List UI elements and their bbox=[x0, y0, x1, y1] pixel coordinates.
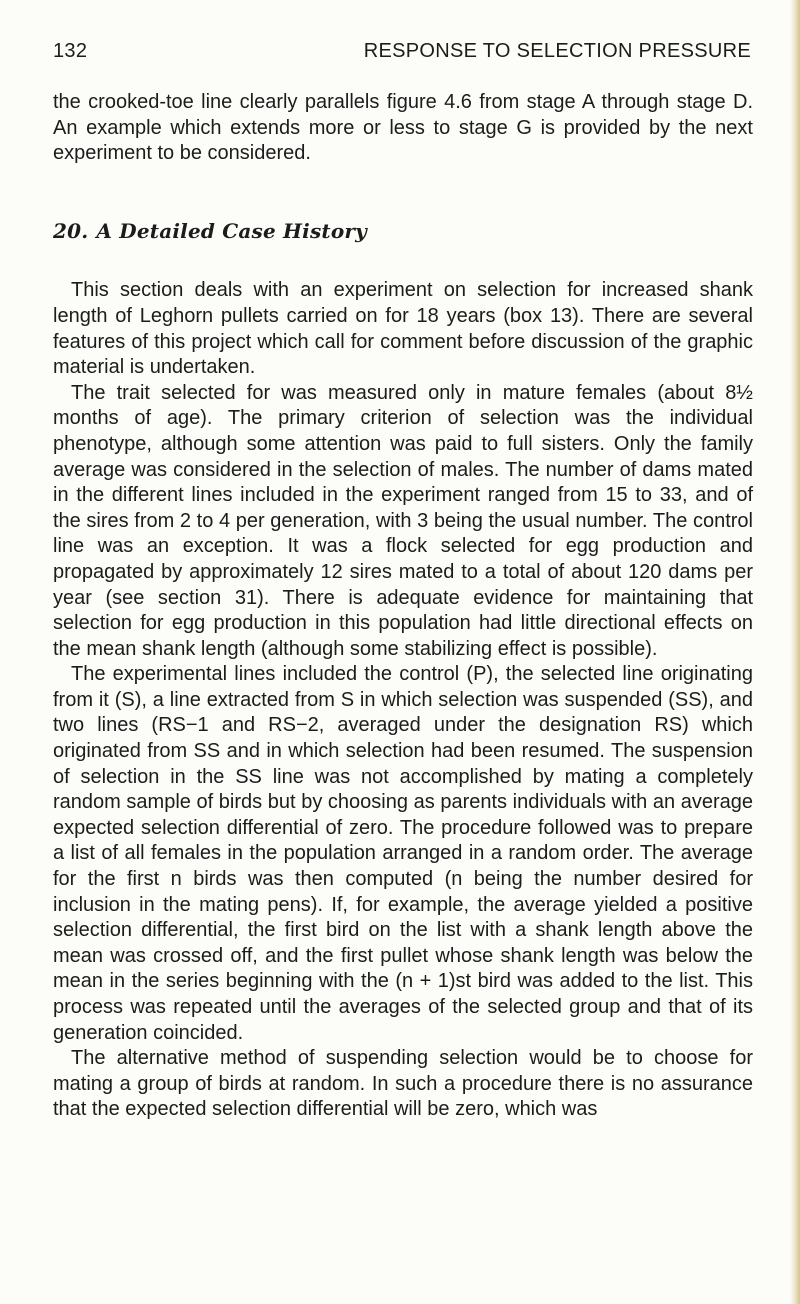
section-heading bbox=[53, 219, 753, 245]
body-text bbox=[53, 90, 753, 1123]
running-head bbox=[53, 40, 753, 68]
page-edge bbox=[790, 0, 800, 1304]
paragraph-4: The alternative method of suspending selection would be to choose for mating a group of birds at random. In such a procedure there is no assurance that the expected selection differential will be zero, which was bbox=[53, 1047, 753, 1121]
book-page bbox=[53, 40, 753, 1123]
paragraph-3: The experimental lines included the control (P), the selected line originating from it (S), a line extracted from S in which selection was suspended (SS), and two lines (RS−1 and RS−2, averaged under the designation RS) which originated from SS and in which selection had been resumed. The suspension of selection in the SS line was not accomplished by mating a completely random sample of birds but by choosing as parents individuals with an average expected selection differential of zero. The procedure followed was to prepare a list of all females in the population arranged in a random order. The average for the first n birds was then computed (n being the number desired for inclusion in the mating pens). If, for example, the average yielded a positive selection differential, the first bird on the list with a shank length above the mean was crossed off, and the first pullet whose shank length was below the mean in the series beginning with the (n + 1)st bird was added to the list. This process was repeated until the averages of the selected group and that of its generation coincided. bbox=[53, 663, 753, 1044]
section-number: 20. bbox=[53, 218, 89, 243]
paragraph-2: The trait selected for was measured only in mature females (about 8½ months of age). The primary criterion of selection was the individual phenotype, although some attention was paid to full sisters. Only the family average was considered in the selection of males. The number of dams mated in the different lines included in the experiment ranged from 15 to 33, and of the sires from 2 to 4 per generation, with 3 being the usual number. The control line was an exception. It was a flock selected for egg production and propagated by approximately 12 sires mated to a total of about 120 dams per year (see section 31). There is adequate evidence for maintaining that selection for egg production in this population had little directional effects on the mean shank length (although some stabilizing effect is possible). bbox=[53, 381, 753, 660]
page-number: 132 bbox=[53, 40, 88, 62]
paragraph-1: This section deals with an experiment on selection for increased shank length of Leghorn pullets carried on for 18 years (box 13). There are several features of this project which call for comment before discussion of the graphic material is undertaken. bbox=[53, 279, 753, 379]
intro-paragraph: the crooked-toe line clearly parallels figure 4.6 from stage A through stage D. An example which extends more or less to stage G is provided by the next experiment to be considered. bbox=[53, 91, 753, 165]
section-title: A Detailed Case History bbox=[96, 218, 367, 243]
running-title: RESPONSE TO SELECTION PRESSURE bbox=[363, 40, 751, 62]
